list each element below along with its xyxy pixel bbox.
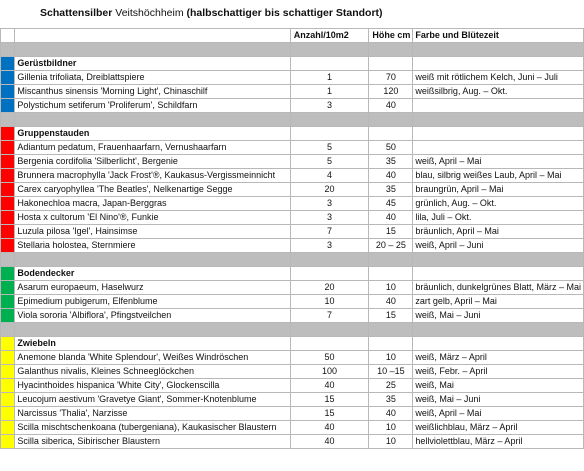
color-bloom-cell[interactable]: weiß, März – April [413, 350, 584, 364]
group-color-stripe [1, 294, 15, 308]
height-cell[interactable]: 40 [369, 210, 413, 224]
header-cell-height[interactable]: Höhe cm [369, 29, 413, 43]
quantity-cell[interactable]: 15 [290, 392, 369, 406]
group-color-stripe [1, 238, 15, 252]
quantity-cell[interactable]: 7 [290, 308, 369, 322]
quantity-cell[interactable]: 5 [290, 154, 369, 168]
plant-name-cell[interactable]: Galanthus nivalis, Kleines Schneeglöckchen [15, 364, 290, 378]
header-stripe-cell[interactable] [1, 29, 15, 43]
table-row [1, 140, 584, 154]
color-bloom-cell[interactable]: grünlich, Aug. – Okt. [413, 196, 584, 210]
height-cell[interactable]: 35 [369, 182, 413, 196]
plant-name-cell[interactable]: Hosta x cultorum 'El Nino'®, Funkie [15, 210, 290, 224]
group-color-stripe [1, 182, 15, 196]
color-bloom-cell[interactable]: weiß mit rötlichem Kelch, Juni – Juli [413, 70, 584, 84]
quantity-cell[interactable]: 20 [290, 182, 369, 196]
separator-cell[interactable] [413, 43, 584, 57]
height-cell[interactable]: 70 [369, 70, 413, 84]
height-cell[interactable]: 10 –15 [369, 364, 413, 378]
group-separator-row [1, 43, 584, 57]
plant-name-cell[interactable]: Polystichum setiferum 'Proliferum', Schildfarn [15, 98, 290, 112]
separator-stripe-cell[interactable] [1, 43, 15, 57]
group-color-stripe [1, 364, 15, 378]
height-cell[interactable]: 20 – 25 [369, 238, 413, 252]
quantity-cell[interactable]: 3 [290, 196, 369, 210]
color-bloom-cell[interactable]: weiß, Mai – Juni [413, 392, 584, 406]
height-cell[interactable]: 15 [369, 308, 413, 322]
height-cell[interactable]: 35 [369, 154, 413, 168]
color-bloom-cell[interactable]: lila, Juli – Okt. [413, 210, 584, 224]
quantity-cell[interactable]: 40 [290, 378, 369, 392]
empty-cell[interactable] [369, 126, 413, 140]
height-cell[interactable]: 40 [369, 168, 413, 182]
header-row [1, 29, 584, 43]
empty-cell[interactable] [290, 336, 369, 350]
group-color-stripe [1, 224, 15, 238]
group-header-row [1, 56, 584, 70]
color-bloom-cell[interactable]: weiß, Febr. – April [413, 364, 584, 378]
table-row [1, 210, 584, 224]
color-bloom-cell[interactable]: weißlichblau, März – April [413, 420, 584, 434]
plant-name-cell[interactable]: Brunnera macrophylla 'Jack Frost'®, Kaukasus-Vergissmeinnicht [15, 168, 290, 182]
quantity-cell[interactable]: 4 [290, 168, 369, 182]
group-name-cell[interactable]: Bodendecker [15, 266, 290, 280]
group-color-stripe [1, 98, 15, 112]
group-name-cell[interactable]: Gruppenstauden [15, 126, 290, 140]
height-cell[interactable]: 40 [369, 98, 413, 112]
quantity-cell[interactable]: 15 [290, 406, 369, 420]
empty-cell[interactable] [290, 126, 369, 140]
color-bloom-cell[interactable]: weißsilbrig, Aug. – Okt. [413, 84, 584, 98]
quantity-cell[interactable]: 20 [290, 280, 369, 294]
table-row [1, 98, 584, 112]
group-color-stripe [1, 154, 15, 168]
plant-name-cell[interactable]: Adiantum pedatum, Frauenhaarfarn, Vernushaarfarn [15, 140, 290, 154]
table-row [1, 378, 584, 392]
height-cell[interactable]: 40 [369, 294, 413, 308]
color-bloom-cell[interactable]: weiß, April – Juni [413, 238, 584, 252]
group-color-stripe [1, 434, 15, 448]
separator-cell[interactable] [15, 252, 290, 266]
height-cell[interactable]: 10 [369, 434, 413, 448]
table-row [1, 280, 584, 294]
table-row [1, 294, 584, 308]
quantity-cell[interactable]: 3 [290, 238, 369, 252]
color-bloom-cell[interactable]: hellviolettblau, März – April [413, 434, 584, 448]
table-row [1, 168, 584, 182]
group-color-stripe [1, 280, 15, 294]
height-cell[interactable]: 10 [369, 350, 413, 364]
height-cell[interactable]: 10 [369, 280, 413, 294]
empty-cell[interactable] [369, 56, 413, 70]
group-color-stripe [1, 70, 15, 84]
plant-name-cell[interactable]: Miscanthus sinensis 'Morning Light', Chinaschilf [15, 84, 290, 98]
header-cell-plant[interactable] [15, 29, 290, 43]
empty-cell[interactable] [369, 266, 413, 280]
separator-cell[interactable] [15, 43, 290, 57]
group-separator-row [1, 322, 584, 336]
group-color-stripe [1, 308, 15, 322]
empty-cell[interactable] [413, 336, 584, 350]
quantity-cell[interactable]: 40 [290, 434, 369, 448]
table-row [1, 84, 584, 98]
empty-cell[interactable] [290, 56, 369, 70]
plant-table [0, 28, 584, 449]
height-cell[interactable]: 50 [369, 140, 413, 154]
height-cell[interactable]: 120 [369, 84, 413, 98]
separator-cell[interactable] [290, 252, 369, 266]
group-color-stripe [1, 406, 15, 420]
table-row [1, 196, 584, 210]
group-color-stripe [1, 336, 15, 350]
empty-cell[interactable] [369, 336, 413, 350]
group-color-stripe [1, 420, 15, 434]
plant-name-cell[interactable]: Epimedium pubigerum, Elfenblume [15, 294, 290, 308]
plant-name-cell[interactable]: Scilla mischtschenkoana (tubergeniana), Kaukasischer Blaustern [15, 420, 290, 434]
plant-name-cell[interactable]: Asarum europaeum, Haselwurz [15, 280, 290, 294]
color-bloom-cell[interactable]: bräunlich, dunkelgrünes Blatt, März – Mai [413, 280, 584, 294]
group-separator-row [1, 112, 584, 126]
height-cell[interactable]: 10 [369, 420, 413, 434]
color-bloom-cell[interactable] [413, 98, 584, 112]
separator-cell[interactable] [290, 112, 369, 126]
separator-cell[interactable] [413, 252, 584, 266]
group-name-cell[interactable]: Gerüstbildner [15, 56, 290, 70]
plant-name-cell[interactable]: Gillenia trifoliata, Dreiblattspiere [15, 70, 290, 84]
sheet-title [0, 0, 584, 28]
group-color-stripe [1, 126, 15, 140]
group-color-stripe [1, 196, 15, 210]
plant-name-cell[interactable]: Scilla siberica, Sibirischer Blaustern [15, 434, 290, 448]
color-bloom-cell[interactable]: bräunlich, April – Mai [413, 224, 584, 238]
table-row [1, 434, 584, 448]
separator-cell[interactable] [369, 322, 413, 336]
quantity-cell[interactable]: 10 [290, 294, 369, 308]
separator-cell[interactable] [290, 322, 369, 336]
color-bloom-cell[interactable]: braungrün, April – Mai [413, 182, 584, 196]
plant-name-cell[interactable]: Luzula pilosa 'Igel', Hainsimse [15, 224, 290, 238]
color-bloom-cell[interactable]: weiß, Mai [413, 378, 584, 392]
quantity-cell[interactable]: 5 [290, 140, 369, 154]
table-row [1, 350, 584, 364]
group-color-stripe [1, 378, 15, 392]
group-color-stripe [1, 392, 15, 406]
group-color-stripe [1, 140, 15, 154]
separator-stripe-cell[interactable] [1, 112, 15, 126]
plant-name-cell[interactable]: Anemone blanda 'White Splendour', Weißes Windröschen [15, 350, 290, 364]
quantity-cell[interactable]: 50 [290, 350, 369, 364]
plant-name-cell[interactable]: Leucojum aestivum 'Gravetye Giant', Sommer-Knotenblume [15, 392, 290, 406]
group-header-row [1, 126, 584, 140]
table-row [1, 308, 584, 322]
plant-name-cell[interactable]: Viola sororia 'Albiflora', Pfingstveilchen [15, 308, 290, 322]
separator-cell[interactable] [15, 112, 290, 126]
group-color-stripe [1, 56, 15, 70]
separator-stripe-cell[interactable] [1, 322, 15, 336]
height-cell[interactable]: 25 [369, 378, 413, 392]
height-cell[interactable]: 35 [369, 392, 413, 406]
separator-cell[interactable] [369, 43, 413, 57]
group-color-stripe [1, 350, 15, 364]
empty-cell[interactable] [413, 266, 584, 280]
header-cell-qty[interactable]: Anzahl/10m2 [290, 29, 369, 43]
color-bloom-cell[interactable]: weiß, Mai – Juni [413, 308, 584, 322]
header-cell-color-bloom[interactable]: Farbe und Blütezeit [413, 29, 584, 43]
group-color-stripe [1, 84, 15, 98]
title-main: Schattensilber [40, 7, 113, 19]
plant-name-cell[interactable]: Hyacinthoides hispanica 'White City', Glockenscilla [15, 378, 290, 392]
group-color-stripe [1, 210, 15, 224]
table-row [1, 238, 584, 252]
table-row [1, 70, 584, 84]
height-cell[interactable]: 15 [369, 224, 413, 238]
height-cell[interactable]: 40 [369, 406, 413, 420]
height-cell[interactable]: 45 [369, 196, 413, 210]
plant-name-cell[interactable]: Stellaria holostea, Sternmiere [15, 238, 290, 252]
plant-name-cell[interactable]: Carex caryophyllea 'The Beatles', Nelkenartige Segge [15, 182, 290, 196]
group-header-row [1, 336, 584, 350]
plant-name-cell[interactable]: Narcissus 'Thalia', Narzisse [15, 406, 290, 420]
table-row [1, 154, 584, 168]
title-note: (halbschattiger bis schattiger Standort) [186, 7, 383, 19]
color-bloom-cell[interactable]: zart gelb, April – Mai [413, 294, 584, 308]
table-row [1, 364, 584, 378]
color-bloom-cell[interactable]: weiß, April – Mai [413, 154, 584, 168]
group-header-row [1, 266, 584, 280]
color-bloom-cell[interactable] [413, 140, 584, 154]
table-row [1, 420, 584, 434]
separator-cell[interactable] [369, 252, 413, 266]
quantity-cell[interactable]: 1 [290, 70, 369, 84]
quantity-cell[interactable]: 7 [290, 224, 369, 238]
quantity-cell[interactable]: 40 [290, 420, 369, 434]
quantity-cell[interactable]: 1 [290, 84, 369, 98]
quantity-cell[interactable]: 3 [290, 210, 369, 224]
table-row [1, 224, 584, 238]
table-row [1, 182, 584, 196]
plant-name-cell[interactable]: Hakonechloa macra, Japan-Berggras [15, 196, 290, 210]
quantity-cell[interactable]: 3 [290, 98, 369, 112]
group-color-stripe [1, 266, 15, 280]
separator-cell[interactable] [413, 322, 584, 336]
color-bloom-cell[interactable]: blau, silbrig weißes Laub, April – Mai [413, 168, 584, 182]
quantity-cell[interactable]: 100 [290, 364, 369, 378]
group-separator-row [1, 252, 584, 266]
table-row [1, 406, 584, 420]
group-color-stripe [1, 168, 15, 182]
group-name-cell[interactable]: Zwiebeln [15, 336, 290, 350]
empty-cell[interactable] [413, 56, 584, 70]
separator-cell[interactable] [369, 112, 413, 126]
plant-name-cell[interactable]: Bergenia cordifolia 'Silberlicht', Bergenie [15, 154, 290, 168]
table-row [1, 392, 584, 406]
separator-stripe-cell[interactable] [1, 252, 15, 266]
empty-cell[interactable] [413, 126, 584, 140]
separator-cell[interactable] [15, 322, 290, 336]
separator-cell[interactable] [413, 112, 584, 126]
empty-cell[interactable] [290, 266, 369, 280]
color-bloom-cell[interactable]: weiß, April – Mai [413, 406, 584, 420]
title-place: Veitshöchheim [115, 7, 184, 19]
separator-cell[interactable] [290, 43, 369, 57]
